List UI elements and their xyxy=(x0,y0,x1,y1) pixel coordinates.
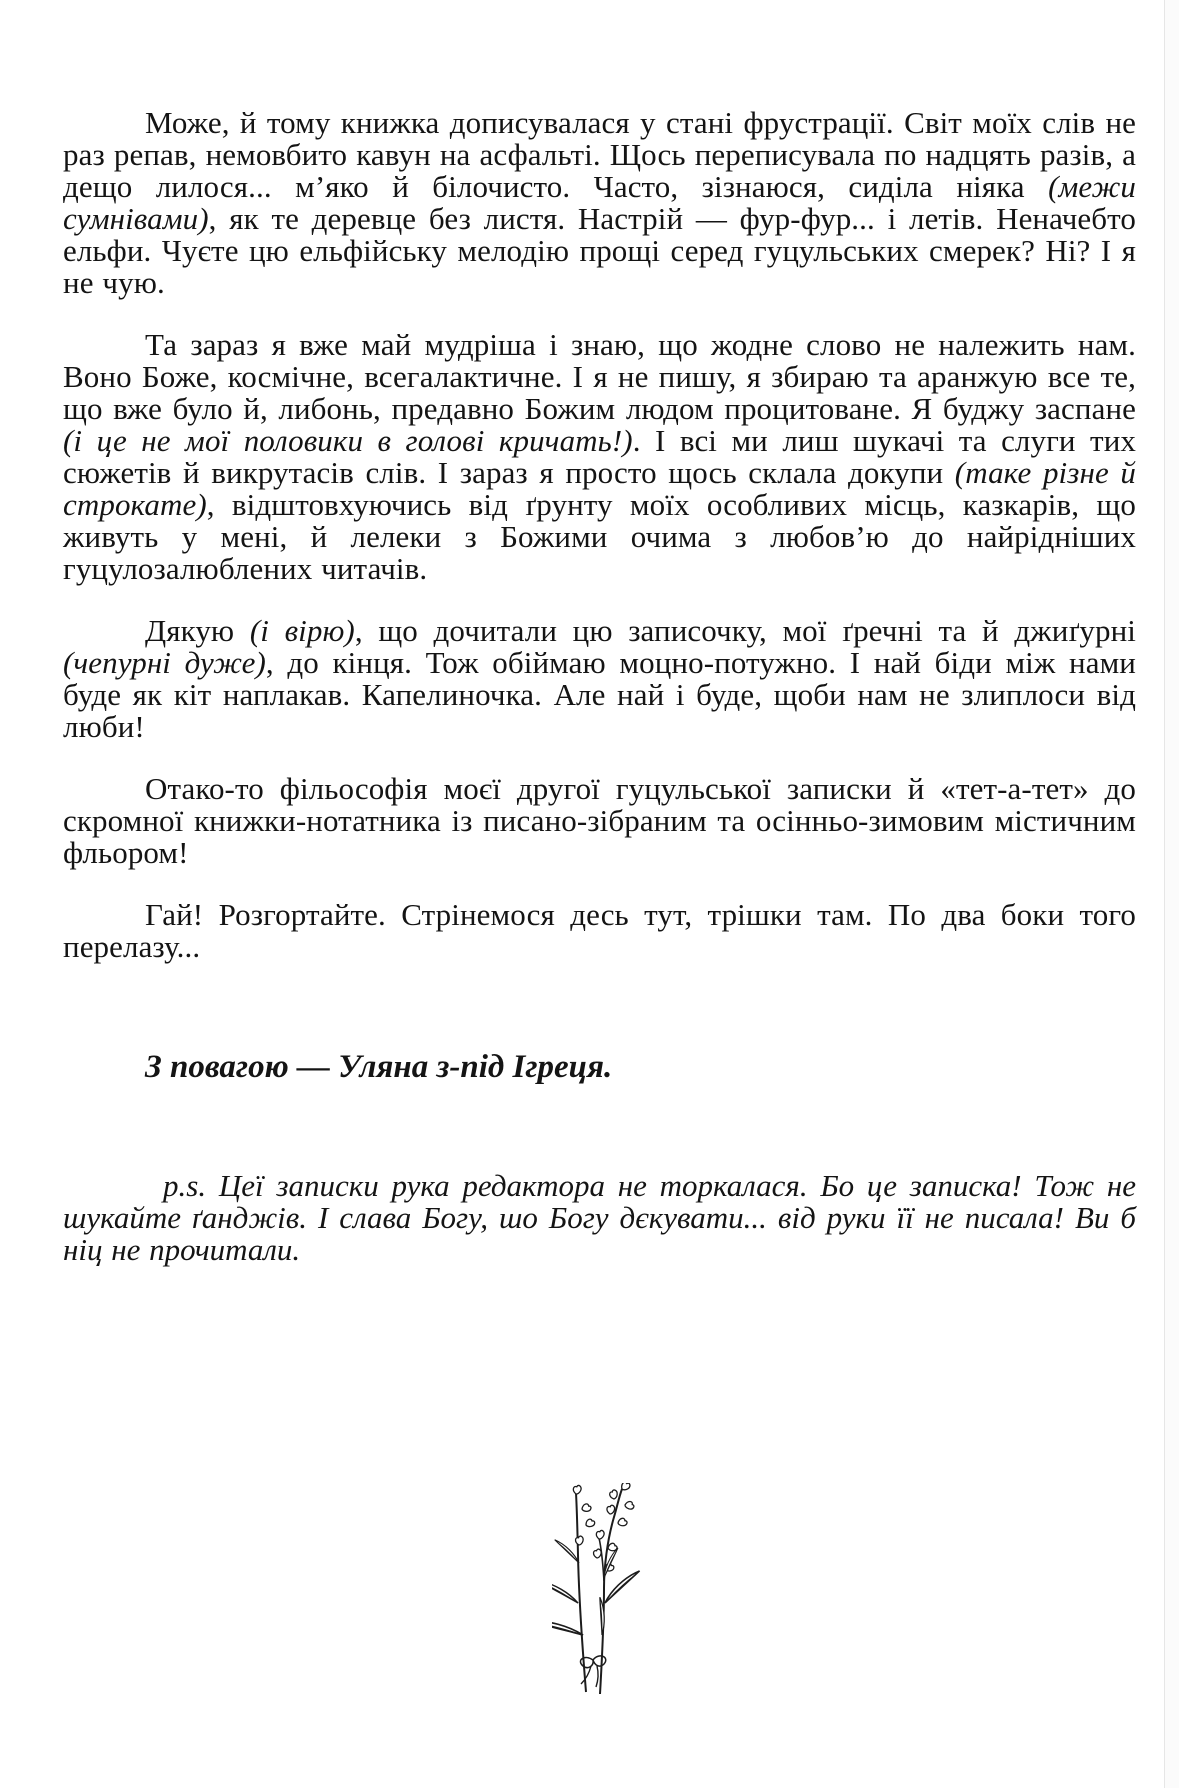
text-segment: Та зараз я вже май мудріша і знаю, що жодне слово не належить нам. Воно Боже, космічне, всегалактичне. І я не пишу, я збираю та аранжую все те, що вже було й, либонь, предавно Божим людом процитоване. Я буджу заспане xyxy=(63,327,1136,426)
author-signature: З повагою — Уляна з-під Ігреця. xyxy=(145,1049,613,1085)
text-segment: Може, й тому книжка дописувалася у стані фрустрації. Світ моїх слів не раз репав, немовбито кавун на асфальті. Щось переписувала по надцять разів, а дещо лилося... м’яко й білочисто. Часто, зізнаюся, сиділа ніяка xyxy=(63,105,1136,204)
paragraph-5 xyxy=(63,899,1136,963)
postscript-note: p.s. Цеї записки рука редактора не торкалася. Бо це записка! Тож не шукайте ґанджів. І слава Богу, шо Богу дєкувати... від руки її не писала! Ви б ніц не прочитали. xyxy=(63,1168,1136,1267)
text-segment: , що дочитали цю записочку, мої ґречні та й джиґурні xyxy=(354,613,1136,648)
italic-segment: (таке різне й строкате) xyxy=(63,455,1136,522)
text-segment: , до кінця. Тож обіймаю моцно-потужно. І най біди між нами буде як кіт наплакав. Капелиночка. Але най і буде, щоби нам не злиплоси від люби! xyxy=(63,645,1136,744)
paragraph-4 xyxy=(63,773,1136,869)
paragraph-1 xyxy=(63,107,1136,299)
italic-segment: (і це не мої половики в голові кричать!) xyxy=(63,423,633,458)
paragraph-3 xyxy=(63,615,1136,743)
text-segment: Гай! Розгортайте. Стрінемося десь тут, трішки там. По два боки того перелазу... xyxy=(63,897,1136,964)
text-segment: Отако-то фільософія моєї другої гуцульської записки й «тет-а-тет» до скромної книжки-нотатника із писано-зібраним та осінньо-зимовим містичним фльором! xyxy=(63,771,1136,870)
page-edge-shadow xyxy=(1164,0,1179,1788)
text-block xyxy=(63,107,1136,1266)
text-segment: Дякую xyxy=(145,613,250,648)
italic-segment: (чепурні дуже) xyxy=(63,645,266,680)
text-segment: . І всі ми лиш шукачі та слуги тих сюжетів й викрутасів слів. І зараз я просто щось склала докупи xyxy=(63,423,1136,490)
italic-segment: (межи сумнівами) xyxy=(63,169,1136,236)
text-segment: , як те деревце без листя. Настрій — фур-фур... і летів. Неначебто ельфи. Чуєте цю ельфійську мелодію прощі серед гуцульських смерек? Ні? І я не чую. xyxy=(63,201,1136,300)
paragraph-2 xyxy=(63,329,1136,585)
italic-segment: (і вірю) xyxy=(249,613,355,648)
text-segment: , відштовхуючись від ґрунту моїх особливих місць, казкарів, що живуть у мені, й лелеки з Божими очима з любов’ю до найрідніших гуцулозалюблених читачів. xyxy=(63,487,1136,586)
wildflower-sprig-illustration xyxy=(552,1483,642,1701)
